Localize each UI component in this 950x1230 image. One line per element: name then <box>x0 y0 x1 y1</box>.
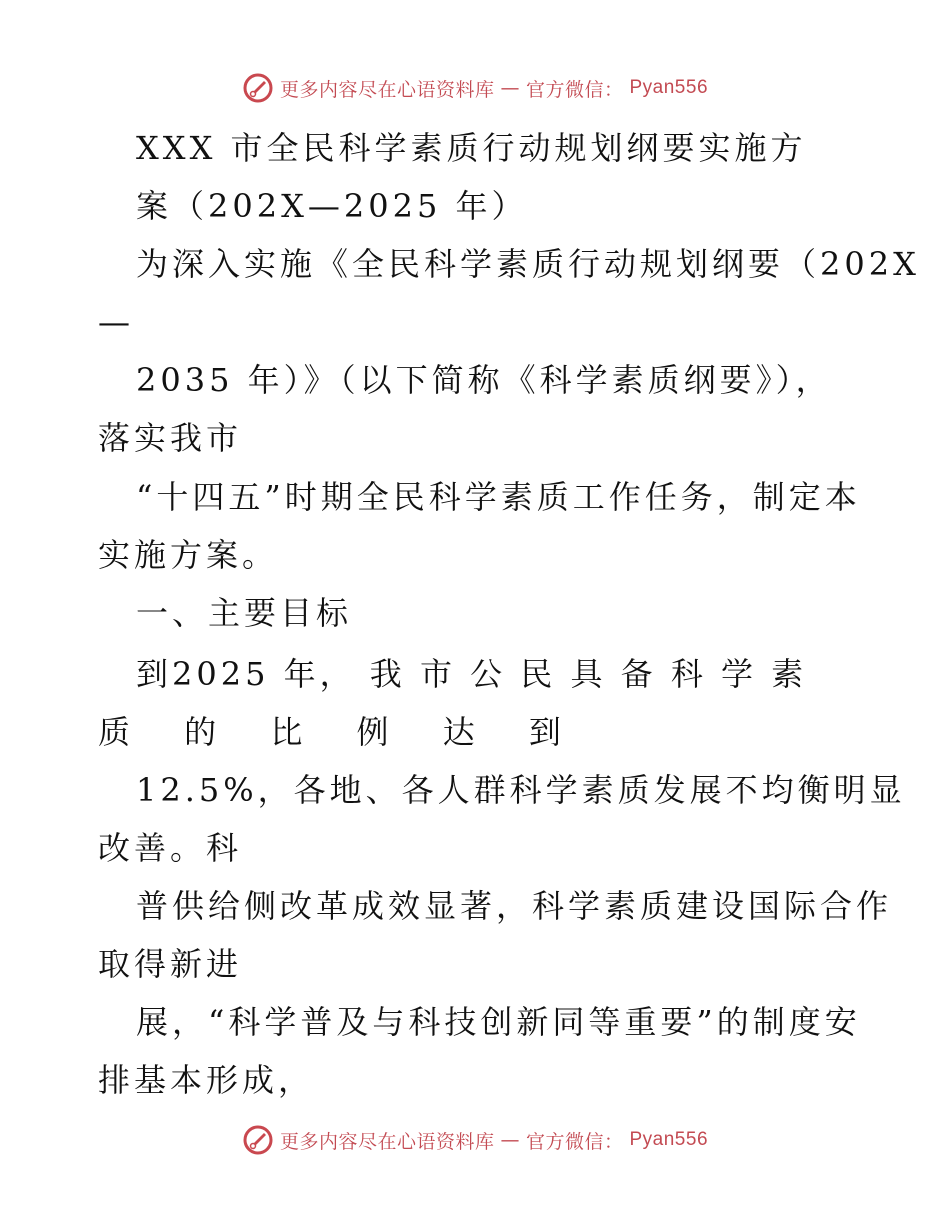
paragraph-line: 展，“科学普及与科技创新同等重要”的制度安 <box>136 1003 861 1041</box>
paragraph-line: 改善。科 <box>98 829 243 867</box>
paragraph-line: 落实我市 <box>98 419 243 457</box>
paragraph-line: 取得新进 <box>98 945 243 983</box>
section-heading: 一、主要目标 <box>136 594 353 632</box>
paragraph-line: 12.5%，各地、各人群科学素质发展不均衡明显 <box>136 771 906 809</box>
watermark-text: 更多内容尽在心语资料库 <box>279 1130 495 1153</box>
footer-watermark <box>0 1124 950 1156</box>
paragraph-line: 到2025 年， 我 市 公 民 具 备 科 学 素 <box>136 655 808 693</box>
paragraph-line: 排基本形成， <box>98 1061 315 1099</box>
watermark-separator: — <box>500 77 520 99</box>
watermark-contact: 官方微信： <box>525 1130 624 1153</box>
watermark-separator: — <box>500 1129 520 1151</box>
doc-title-line-2: 案（202X—2025 年） <box>136 187 528 225</box>
doc-title-line-1: XXX 市全民科学素质行动规划纲要实施方 <box>136 129 807 167</box>
watermark-id: Pyan556 <box>629 1129 709 1150</box>
watermark-contact: 官方微信： <box>525 78 624 101</box>
paragraph-line: 实施方案。 <box>98 536 279 574</box>
paragraph-line: 质 的 比 例 达 到 <box>98 713 583 751</box>
brand-logo-icon <box>242 1124 274 1156</box>
brand-logo-icon <box>242 72 274 104</box>
watermark-id: Pyan556 <box>629 77 709 98</box>
watermark-text: 更多内容尽在心语资料库 <box>279 78 495 101</box>
paragraph-line: 2035 年）》（以下简称《科学素质纲要》）， <box>136 361 832 399</box>
paragraph-line: — <box>98 303 134 341</box>
paragraph-line: 普供给侧改革成效显著，科学素质建设国际合作 <box>136 887 893 925</box>
paragraph-line: “十四五”时期全民科学素质工作任务，制定本 <box>136 478 861 516</box>
paragraph-line: 为深入实施《全民科学素质行动规划纲要（202X <box>136 245 920 283</box>
header-watermark <box>0 72 950 104</box>
